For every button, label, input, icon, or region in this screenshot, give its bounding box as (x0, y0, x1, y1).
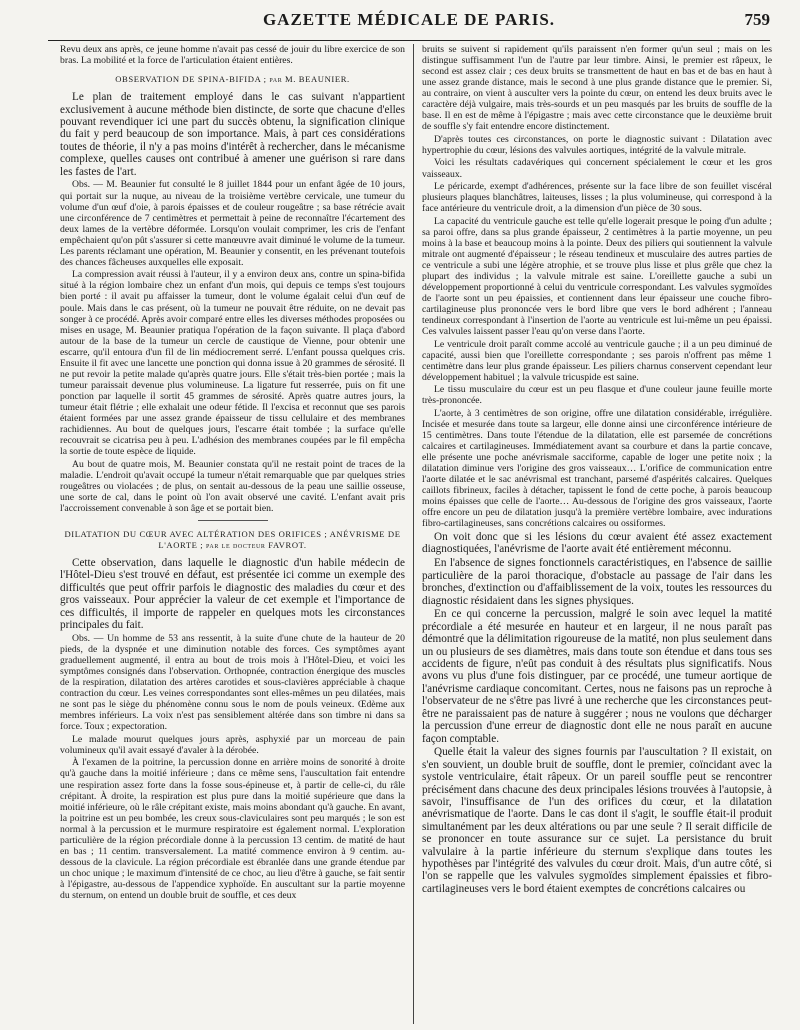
paragraph: Le malade mourut quelques jours après, asphyxié par un morceau de pain volumineux qu'il avait essayé d'avaler à la dérobée. (60, 733, 405, 756)
paragraph: La capacité du ventricule gauche est telle qu'elle logerait presque le poing d'un adulte ; sa paroi offre, dans sa plus grande épaisseur, 2 centimètres à la partie moyenne, un peu moins à la base et beaucoup moins à la pointe. Deux des piliers qui soutiennent la valvule mitrale ont augmenté d'épaisseur ; le réseau tendineux et musculaire des autres parties de ce ventricule a subi une légère atrophie, et se trouve plus lisse et plus grêle que chez la plupart des individus ; la valvule mitrale est saine. L'oreillette gauche a subi un développement proportionné à celui du ventricule correspondant. Les valvules sygmoïdes de l'aorte sont un peu épaissies, et contiennent dans leur épaisseur une couche fibro-cartilagineuse plus prononcée vers le bord libre que vers le bord adhérent ; l'anneau tendineux correspondant à l'insertion de l'aorte au ventricule est lui-même un peu épaissi. Ces valvules laissent passer l'eau qu'on verse dans l'aorte. (422, 215, 772, 338)
intro-paragraph: Revu deux ans après, ce jeune homme n'avait pas cessé de jouir du libre exercice de son bras. La mobilité et la force de l'articulation étaient entières. (60, 44, 405, 67)
paragraph: Cette observation, dans laquelle le diagnostic d'un habile médecin de l'Hôtel-Dieu s'est trouvé en défaut, est présentée ici comme un exemple des difficultés que peut offrir parfois le diagnostic des maladies du cœur et des gros vaisseaux. Pour apprécier la valeur de cet exemple et l'importance de ces difficultés, il importe de rappeler en quelques mots les circonstances principales du fait. (60, 556, 405, 632)
paragraph: On voit donc que si les lésions du cœur avaient été assez exactement diagnostiquées, l'anévrisme de l'aorte avait été entièrement méconnu. (422, 531, 772, 556)
paragraph: bruits se suivent si rapidement qu'ils paraissent n'en former qu'un seul ; mais on les distingue suffisamment l'un de l'autre par leur timbre. Ainsi, le premier est râpeux, le second est assez clair ; ces deux bruits se transmettent de haut en bas et de bas en haut à une assez grande distance, mais le second à une plus grande distance que le premier. Si, au contraire, on vient à ausculter vers la pointe du cœur, on entend les deux bruits avec le caractère déjà vulgaire, mais très-sourds et un peu masqués par les bruits de souffle de la base. Il en est de même à l'épigastre ; mais avec cette circonstance que le deuxième bruit de souffle s'y fait entendre encore distinctement. (422, 44, 772, 133)
paragraph: En l'absence de signes fonctionnels caractéristiques, en l'absence de saillie particulière de la paroi thoracique, d'obstacle au passage de l'air dans les bronches, d'extinction ou d'affaiblissement de la voix, toutes les ressources du diagnostic résidaient dans les signes physiques. (422, 557, 772, 607)
paragraph: Obs. — Un homme de 53 ans ressentit, à la suite d'une chute de la hauteur de 20 pieds, de la dyspnée et une diminution notable des forces. Ces symptômes ayant graduellement augmenté, il entra au bout de trois mois à l'Hôtel-Dieu, et voici les symptômes consignés dans l'observation. Orthopnée, contraction énergique des muscles de la respiration, dilatation des artères carotides et sous-clavières appréciable à chaque contraction du cœur. Les veines correspondantes sont elles-mêmes un peu dilatées, mais ne sont pas le siège du phénomène connu sous le nom de pouls veineux. Œdème aux membres inférieurs. La voix n'est pas sensiblement altérée dans son timbre ni dans sa force. Toux ; expectoration. (60, 632, 405, 733)
right-column (422, 44, 772, 1024)
paragraph: L'aorte, à 3 centimètres de son origine, offre une dilatation considérable, irrégulière. Incisée et mesurée dans toute sa largeur, elle donne ainsi une circonférence intérieure de 15 centimètres. Dans toute l'étendue de la dilatation, elle est parsemée de concrétions calcaires et cartilagineuses. Immédiatement avant sa courbure et dans la partie concave, elle présente une poche anévrismale sacciforme, capable de loger une petite noix ; la dilatation diminue vers l'origine des gros vaisseaux… L'orifice de communication entre l'aorte dilatée et le sac anévrismal est tranchant, parsemé d'aspérités calcaires. Quelques caillots fibrineux, faciles à détacher, tapissent le fond de cette poche, à parois beaucoup moins épaisses que celle de l'aorte… Au-dessous de l'origine des gros vaisseaux, l'aorte offre encore un peu de dilatation jusqu'à la première vertèbre lombaire, avec indurations fibro-cartilagineuses, sans concrétions calcaires ou ossiformes. (422, 408, 772, 530)
section-title-dilatation: DILATATION DU CŒUR AVEC ALTÉRATION DES ORIFICES ; ANÉVRISME DE L'AORTE ; par le docteur FAVROT. (64, 528, 401, 550)
paragraph: D'après toutes ces circonstances, on porte le diagnostic suivant : Dilatation avec hypertrophie du cœur, lésions des valvules aortiques, intégrité de la valvule mitrale. (422, 133, 772, 156)
paragraph: La compression avait réussi à l'auteur, il y a environ deux ans, contre un spina-bifida situé à la région lombaire chez un enfant d'un mois, qui depuis ce temps s'est toujours bien porté : il avait pu affaisser la tumeur, dont le volume égalait celui d'un œuf de poule. Mais dans le cas présent, où la tumeur ne pouvait être réduite, on ne devait pas songer à ce procédé. Après avoir comparé entre elles les diverses méthodes proposées ou mises en usage, M. Beaunier pratiqua l'opération de la façon suivante. Il plaça d'abord autour de la base de la tumeur un cercle de caustique de Vienne, pour obtenir une escarre, qu'il entoura d'un fil de lin médiocrement serré. L'enfant poussa quelques cris. Ensuite il fit avec une lancette une ponction qui donna issue à 20 grammes de sérosité. Il ne put revoir la petite malade qu'après quatre jours. Elle s'était très-bien portée ; mais la tumeur paraissait devenue plus volumineuse. La ligature fut resserrée, puis on fit une ponction par laquelle il sortit 45 grammes de sérosité. Après quatre autres jours, la tumeur était flétrie ; elle exhalait une odeur fétide. Il l'excisa et reconnut que ses parois étaient formées par une assez grande épaisseur de tissu cellulaire et des membranes rachidiennes. Au bout de quelques jours, l'escarre était tombée ; la surface qu'elle recouvrait se cicatrisa peu à peu. L'adhésion des membranes coupées par le fil empêcha la sortie de toute espèce de liquide. (60, 269, 405, 458)
paragraph: Le ventricule droit paraît comme accolé au ventricule gauche ; il a un peu diminué de capacité, aussi bien que l'oreillette correspondante ; ses parois n'offrent pas même 1 centimètre dans leur plus grande épaisseur. Les piliers charnus conservent cependant leur développement habituel ; la valvule tricuspide est saine. (422, 338, 772, 383)
section-divider (198, 520, 268, 521)
paragraph: Le péricarde, exempt d'adhérences, présente sur la face libre de son feuillet viscéral plusieurs plaques blanchâtres, laiteuses, lisses ; la plus volumineuse, qui correspond à la face antérieure du ventricule droit, a la dimension d'un pièce de 30 sous. (422, 181, 772, 215)
paragraph: Au bout de quatre mois, M. Beaunier constata qu'il ne restait point de traces de la maladie. L'endroit qu'avait occupé la tumeur n'était remarquable que par quelques stries rougeâtres ou violacées ; de plus, on sentait au-dessous de la peau une saillie osseuse, une sorte de cal, dans le point où l'on avait observé une cavité. L'enfant avait pris l'accroissement convenable à son âge et se portait bien. (60, 458, 405, 514)
paragraph: Le tissu musculaire du cœur est un peu flasque et d'une couleur jaune feuille morte très-prononcée. (422, 384, 772, 407)
section-title-spina-bifida: OBSERVATION DE SPINA-BIFIDA ; par M. BEAUNIER. (115, 74, 350, 85)
paragraph: Quelle était la valeur des signes fournis par l'auscultation ? Il existait, on s'en souvient, un double bruit de souffle, dont le premier, coïncidant avec la systole ventriculaire, était râpeux. Or un pareil souffle peut se rencontrer précisément dans chacune des deux principales lésions trouvées à l'autopsie, à savoir, l'insuffisance de l'un des orifices du cœur, et la dilatation anévrismatique de l'aorte. Dans le cas dont il s'agit, le souffle était-il produit simultanément par les deux altérations ou par une seule ? Il serait difficile de se prononcer en toute assurance sur ce sujet. La persistance du bruit valvulaire à la partie inférieure du sternum s'explique dans toutes les hypothèses par l'intégrité des valvules du cœur droit. Mais, d'un autre côté, si l'on se rappelle que les valvules sygmoïdes simplement épaissies et fibro-cartilagineuses vers le bord étaient exemptes de concrétions calcaires ou (422, 746, 772, 895)
running-title: GAZETTE MÉDICALE DE PARIS. (262, 10, 556, 29)
paragraph: À l'examen de la poitrine, la percussion donne en arrière moins de sonorité à droite qu'à gauche dans la moitié inférieure ; dans ce même sens, l'auscultation fait entendre une respiration assez forte dans la fosse sous-épineuse et, à partir de celle-ci, du râle crépitant. À droite, la respiration est plus pure dans la moitié supérieure que dans la moitié inférieure, où le râle crépitant existe, mais moins abondant qu'à gauche. En avant, la poitrine est un peu bombée, les creux sous-claviculaires sont peu marqués ; le son est normal à la percussion et le murmure respiratoire est également normal. L'exploration particulière de la région précordiale donne à la percussion 13 centim. de matité de haut en bas ; 11 centim. transversalement. La matité commence environ à 9 centim. au-dessous de la clavicule. La région précordiale est ébranlée dans une grande étendue par un choc unique ; le maximum d'intensité de ce choc, au lieu d'être à gauche, se fait sentir à l'épigastre, au-dessous de l'appendice xyphoïde. En auscultant sur la partie moyenne du sternum, on entend un double bruit de souffle, et ces deux (60, 757, 405, 901)
page-number: 759 (744, 10, 770, 29)
paragraph: Obs. — M. Beaunier fut consulté le 8 juillet 1844 pour un enfant âgée de 10 jours, qui portait sur la nuque, au niveau de la troisième vertèbre cervicale, une tumeur du volume d'un œuf d'oie, à parois épaisses et de couleur rougeâtre ; sa base rétrécie avait une circonférence de 7 centimètres et permettait à peine de reconnaître l'écartement des deux lames de la vertèbre déformée. Lorsqu'on voulait comprimer, les cris de l'enfant empêchaient qu'on pût s'assurer si cette manœuvre avait diminué le volume de la tumeur. Les parents réclamant une opération, M. Beaunier y consentit, en les prévenant toutefois des chances fâcheuses auxquelles elle exposait. (60, 179, 405, 268)
column-rule (413, 44, 414, 1024)
paragraph: En ce qui concerne la percussion, malgré le soin avec lequel la matité précordiale a été mesurée en hauteur et en largeur, il ne nous paraît pas démontré que la délimitation rigoureuse de la matité, non plus seulement dans un ou plusieurs de ses diamètres, mais dans toute son étendue et dans tous ses accidents de figure, n'eût pas conduit à des résultats plus significatifs. Nous avons vu plus d'une fois distinguer, par ce procédé, une tumeur aortique de l'anévrisme cardiaque concomitant. Certes, nous ne faisons pas un reproche à l'observateur de ne s'être pas livré à une recherche que les circonstances peut-être ne paraissaient pas de nature à suggérer ; nous ne voulons que décharger la percussion d'une erreur de diagnostic dont elle ne nous paraît en aucune façon comptable. (422, 608, 772, 745)
paragraph: Le plan de traitement employé dans le cas suivant n'appartient exclusivement à aucune méthode bien distincte, de sorte que chacune d'elles pouvant revendiquer ici une part du succès obtenu, la signification clinique du fait y perd beaucoup de son importance. Mais, à part ces considérations toutes de théorie, il n'y a pas moins d'intérêt à rechercher, dans le mécanisme complexe, quelles causes ont contribué à amener une guérison si rare dans les fastes de l'art. (60, 91, 405, 178)
left-column (60, 44, 405, 1024)
paragraph: Voici les résultats cadavériques qui concernent spécialement le cœur et les gros vaisseaux. (422, 157, 772, 180)
page-header (48, 10, 770, 41)
